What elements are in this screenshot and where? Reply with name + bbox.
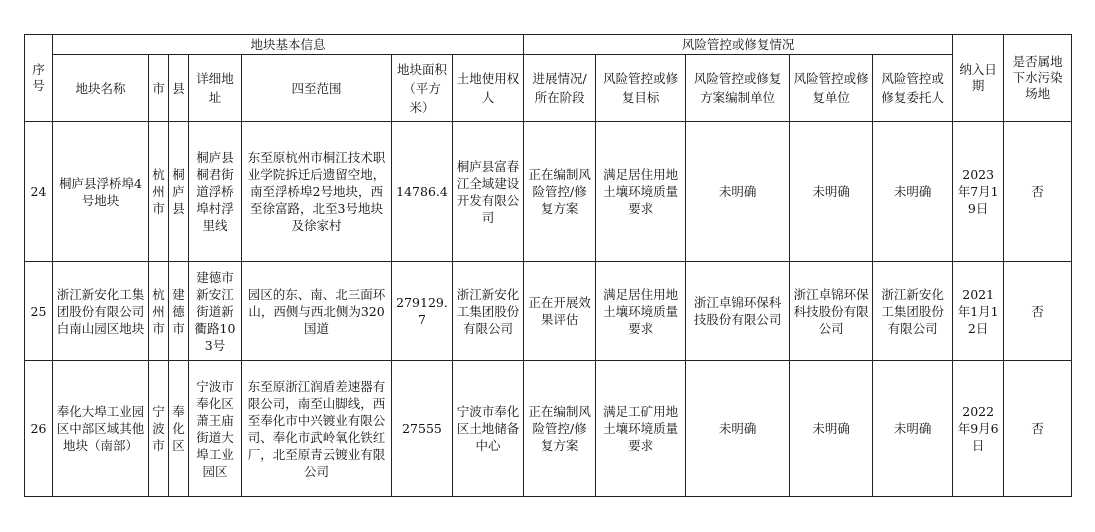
cell-client: 浙江新安化工集团股份有限公司 [873, 262, 953, 361]
cell-repair-unit: 浙江卓锦环保科技股份有限公司 [790, 262, 873, 361]
cell-date: 2022年9月6日 [953, 361, 1004, 497]
cell-groundwater: 否 [1004, 122, 1072, 262]
cell-date: 2023年7月19日 [953, 122, 1004, 262]
table-row [25, 122, 1072, 262]
header-date: 纳入日期 [953, 35, 1004, 122]
cell-repair-unit: 未明确 [790, 361, 873, 497]
header-group-basic-info: 地块基本信息 [53, 35, 524, 55]
cell-seq: 25 [25, 262, 53, 361]
cell-county: 建德市 [169, 262, 189, 361]
header-owner: 土地使用权人 [453, 55, 524, 122]
cell-repair-unit: 未明确 [790, 122, 873, 262]
cell-plan-unit: 未明确 [686, 122, 790, 262]
header-progress: 进展情况/所在阶段 [524, 55, 596, 122]
cell-area: 14786.4 [392, 122, 453, 262]
cell-client: 未明确 [873, 122, 953, 262]
header-boundary: 四至范围 [242, 55, 392, 122]
contaminated-sites-table [24, 34, 1072, 497]
cell-goal: 满足居住用地土壤环境质量要求 [596, 122, 686, 262]
cell-boundary: 东至原杭州市桐江技术职业学院拆迁后遗留空地，南至浮桥埠2号地块，西至徐富路，北至3号地块及徐家村 [242, 122, 392, 262]
cell-client: 未明确 [873, 361, 953, 497]
cell-owner: 桐庐县富春江全域建设开发有限公司 [453, 122, 524, 262]
cell-boundary: 园区的东、南、北三面环山，西侧与西北侧为320国道 [242, 262, 392, 361]
cell-groundwater: 否 [1004, 262, 1072, 361]
header-county: 县 [169, 55, 189, 122]
cell-seq: 24 [25, 122, 53, 262]
cell-county: 奉化区 [169, 361, 189, 497]
cell-name: 奉化大埠工业园区中部区域其他地块（南部） [53, 361, 149, 497]
header-goal: 风险管控或修复目标 [596, 55, 686, 122]
cell-plan-unit: 未明确 [686, 361, 790, 497]
cell-city: 宁波市 [149, 361, 169, 497]
cell-seq: 26 [25, 361, 53, 497]
cell-progress: 正在编制风险管控/修复方案 [524, 361, 596, 497]
cell-city: 杭州市 [149, 262, 169, 361]
cell-address: 桐庐县桐君街道浮桥埠村浮里线 [189, 122, 242, 262]
header-group-risk-info: 风险管控或修复情况 [524, 35, 953, 55]
cell-name: 桐庐县浮桥埠4号地块 [53, 122, 149, 262]
cell-progress: 正在编制风险管控/修复方案 [524, 122, 596, 262]
cell-area: 279129.7 [392, 262, 453, 361]
cell-name: 浙江新安化工集团股份有限公司白南山园区地块 [53, 262, 149, 361]
table-row [25, 361, 1072, 497]
cell-area: 27555 [392, 361, 453, 497]
cell-groundwater: 否 [1004, 361, 1072, 497]
cell-county: 桐庐县 [169, 122, 189, 262]
header-name: 地块名称 [53, 55, 149, 122]
header-city: 市 [149, 55, 169, 122]
cell-goal: 满足居住用地土壤环境质量要求 [596, 262, 686, 361]
table-row [25, 262, 1072, 361]
header-area: 地块面积（平方米） [392, 55, 453, 122]
cell-address: 建德市新安江街道新衢路103号 [189, 262, 242, 361]
cell-city: 杭州市 [149, 122, 169, 262]
cell-address: 宁波市奉化区萧王庙街道大埠工业园区 [189, 361, 242, 497]
cell-owner: 浙江新安化工集团股份有限公司 [453, 262, 524, 361]
header-repair-unit: 风险管控或修复单位 [790, 55, 873, 122]
header-address: 详细地址 [189, 55, 242, 122]
header-client: 风险管控或修复委托人 [873, 55, 953, 122]
cell-progress: 正在开展效果评估 [524, 262, 596, 361]
header-groundwater: 是否属地下水污染场地 [1004, 35, 1072, 122]
cell-plan-unit: 浙江卓锦环保科技股份有限公司 [686, 262, 790, 361]
cell-date: 2021年1月12日 [953, 262, 1004, 361]
header-plan-unit: 风险管控或修复方案编制单位 [686, 55, 790, 122]
cell-owner: 宁波市奉化区土地储备中心 [453, 361, 524, 497]
cell-goal: 满足工矿用地土壤环境质量要求 [596, 361, 686, 497]
header-seq: 序号 [25, 35, 53, 122]
cell-boundary: 东至原浙江润盾差速器有限公司，南至山脚线，西至奉化市中兴镀业有限公司、奉化市武岭氧化铁红厂，北至原青云镀业有限公司 [242, 361, 392, 497]
